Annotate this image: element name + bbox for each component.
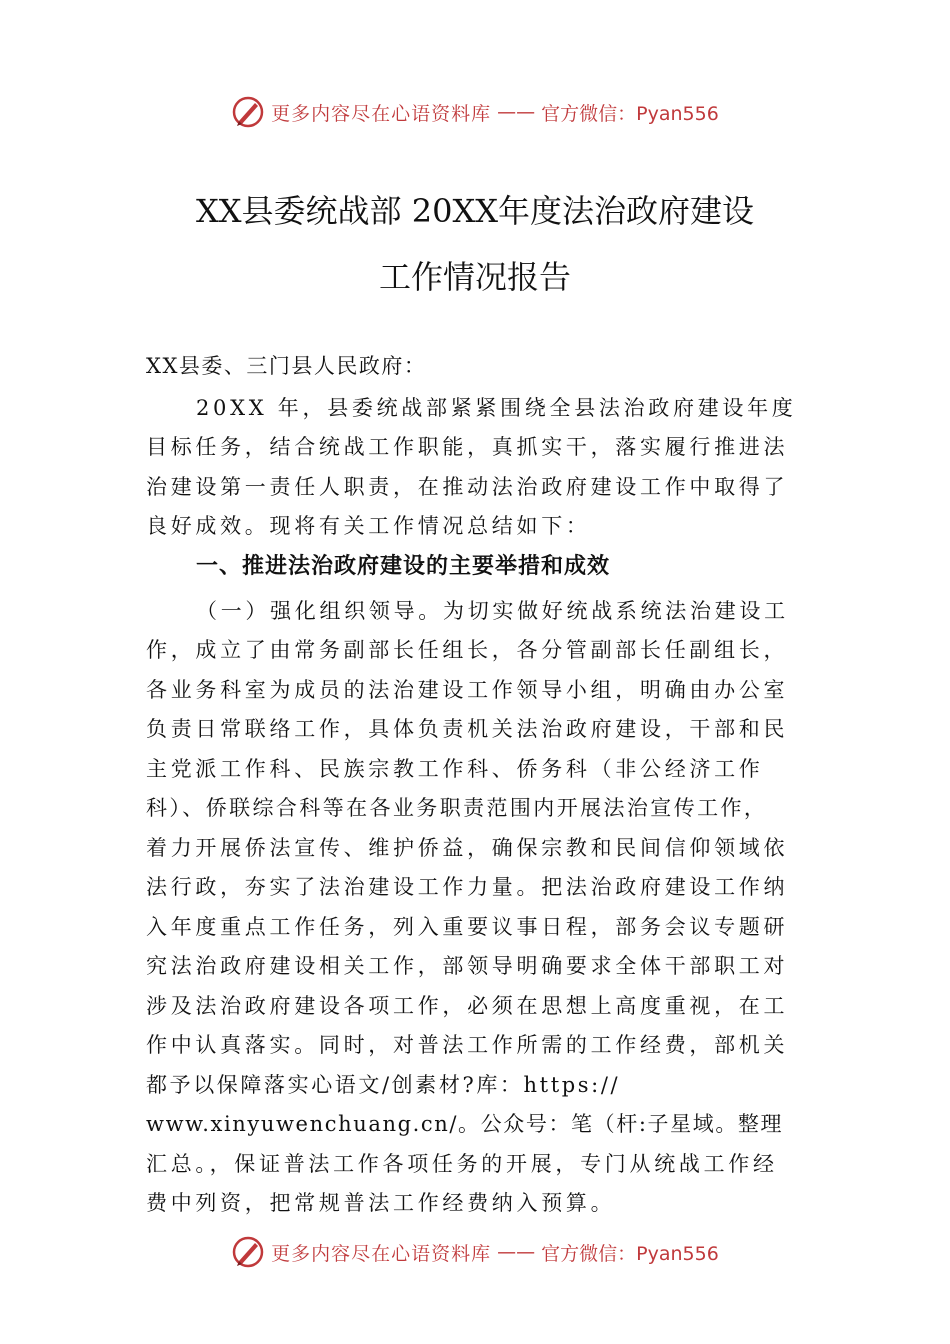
watermark-contact: 官方微信：Pyan556 bbox=[541, 1242, 719, 1265]
intro-line: 20XX 年，县委统战部紧紧围绕全县法治政府建设年度 bbox=[196, 396, 797, 420]
watermark-header bbox=[0, 92, 950, 132]
intro-line: 良好成效。现将有关工作情况总结如下： bbox=[146, 514, 591, 538]
watermark-footer bbox=[0, 1232, 950, 1272]
body-line: 作中认真落实。同时，对普法工作所需的工作经费，部机关 bbox=[146, 1033, 789, 1057]
document-title-line-2: 工作情况报告 bbox=[378, 258, 571, 296]
body-line: 着力开展侨法宣传、维护侨益，确保宗教和民间信仰领域依 bbox=[146, 836, 789, 860]
body-line: 法行政，夯实了法治建设工作力量。把法治政府建设工作纳 bbox=[146, 875, 789, 899]
section-heading: 一、推进法治政府建设的主要举措和成效 bbox=[196, 554, 611, 579]
watermark-dash: —— bbox=[497, 101, 536, 123]
body-line: 涉及法治政府建设各项工作，必须在思想上高度重视，在工 bbox=[146, 994, 789, 1018]
watermark-brand: 更多内容尽在心语资料库 bbox=[271, 1242, 492, 1265]
body-line: 作，成立了由常务副部长任组长，各分管副部长任副组长， bbox=[146, 638, 789, 662]
salutation: XX县委、三门县人民政府： bbox=[146, 354, 427, 378]
body-line: www.xinyuwenchuang.cn/。公众号：笔（杆:子星域。整理 bbox=[146, 1112, 784, 1136]
body-line: 主党派工作科、民族宗教工作科、侨务科（非公经济工作 bbox=[146, 757, 764, 781]
body-line: 费中列资，把常规普法工作经费纳入预算。 bbox=[146, 1191, 616, 1215]
body-line: 科）、侨联综合科等在各业务职责范围内开展法治宣传工作， bbox=[146, 796, 768, 820]
body-line: 各业务科室为成员的法治建设工作领导小组，明确由办公室 bbox=[146, 678, 789, 702]
pen-logo-icon bbox=[231, 95, 265, 129]
body-line: 究法治政府建设相关工作，部领导明确要求全体干部职工对 bbox=[146, 954, 789, 978]
pen-logo-icon bbox=[231, 1235, 265, 1269]
watermark-contact: 官方微信：Pyan556 bbox=[541, 102, 719, 125]
watermark-dash: —— bbox=[497, 1241, 536, 1263]
body-line: （一）强化组织领导。为切实做好统战系统法治建设工 bbox=[196, 599, 789, 623]
body-line: 负责日常联络工作，具体负责机关法治政府建设，干部和民 bbox=[146, 717, 789, 741]
intro-line: 目标任务，结合统战工作职能，真抓实干，落实履行推进法 bbox=[146, 435, 789, 459]
body-line: 都予以保障落实心语文/创素材?库：https:// bbox=[146, 1073, 621, 1097]
intro-line: 治建设第一责任人职责，在推动法治政府建设工作中取得了 bbox=[146, 475, 789, 499]
body-line: 汇总。，保证普法工作各项任务的开展，专门从统战工作经 bbox=[146, 1152, 778, 1176]
body-line: 入年度重点工作任务，列入重要议事日程，部务会议专题研 bbox=[146, 915, 789, 939]
document-title-line-1: XX县委统战部 20XX年度法治政府建设 bbox=[195, 192, 755, 230]
watermark-brand: 更多内容尽在心语资料库 bbox=[271, 102, 492, 125]
